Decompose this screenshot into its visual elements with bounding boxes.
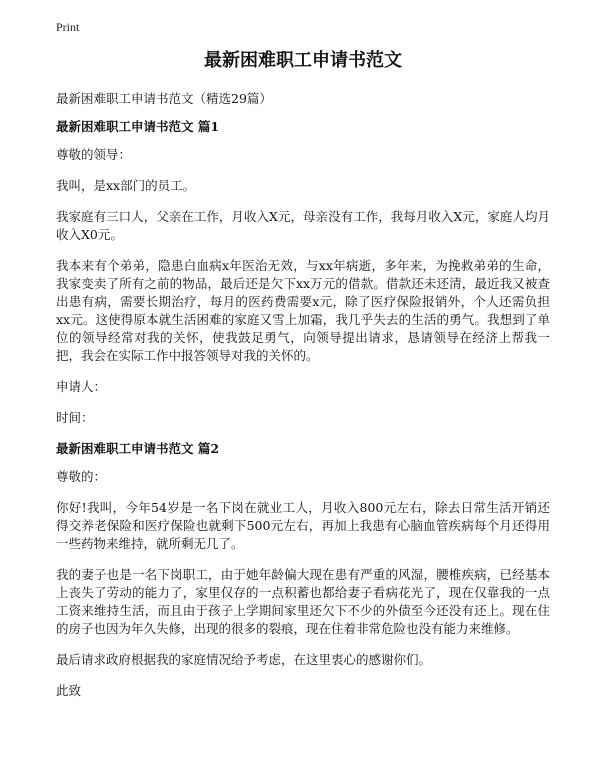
salutation-1: 尊敬的领导：: [56, 147, 132, 162]
paragraph: 我本来有个弟弟，隐患白血病x年医治无效，与xx年病逝，多年来，为挽救弟弟的生命，我家变卖了所有之前的物品，最后还是欠下xx万元的借款。借款还未还清，最近我又被查出患有病，需要长期治疗，每月的医药费需要x元，除了医疗保险报销外，个人还需负担xx元。这使得原本就生活困难的家庭又雪上加霜，我几乎失去的生活的勇气。我想到了单位的领导经常对我的关怀，使我鼓足勇气，向领导提出请求，恳请领导在经济上帮我一把，我会在实际工作中报答领导对我的关怀的。: [56, 258, 550, 363]
paragraph: 最后请求政府根据我的家庭情况给予考虑，在这里衷心的感谢你们。: [56, 652, 432, 667]
applicant-line: 申请人：: [56, 379, 107, 394]
paragraph: 你好!我叫，今年54岁是一名下岗在就业工人，月收入800元左右，除去日常生活开销还得交养老保险和医疗保险也就剩下500元左右，再加上我患有心脑血管疾病每个月还得用一些药物来维持，就所剩无几了。: [56, 500, 550, 551]
paragraph: 我家庭有三口人，父亲在工作，月收入X元，母亲没有工作，我每月收入X元，家庭人均月收入X0元。: [56, 209, 550, 242]
salutation-2: 尊敬的：: [56, 469, 107, 484]
document-subtitle: 最新困难职工申请书范文（精选29篇）: [56, 91, 272, 106]
document-title: 最新困难职工申请书范文: [204, 50, 402, 71]
date-line: 时间：: [56, 410, 94, 425]
document-body: [56, 48, 550, 713]
print-link[interactable]: Print: [56, 20, 80, 34]
closing-line: 此致: [56, 683, 82, 698]
paragraph: 我叫，是xx部门的员工。: [56, 178, 196, 193]
section-heading-2: 最新困难职工申请书范文 篇2: [56, 441, 220, 456]
section-heading-1: 最新困难职工申请书范文 篇1: [56, 119, 220, 134]
paragraph: 我的妻子也是一名下岗职工，由于她年龄偏大现在患有严重的风湿，腰椎疾病，已经基本上丧失了劳动的能力了，家里仅存的一点积蓄也都给妻子看病花光了，现在仅靠我的一点工资来维持生活，而且由于孩子上学期间家里还欠下不少的外债至今还没有还上。现在住的房子也因为年久失修，出现的很多的裂痕，现在住着非常危险也没有能力来维修。: [56, 567, 550, 636]
